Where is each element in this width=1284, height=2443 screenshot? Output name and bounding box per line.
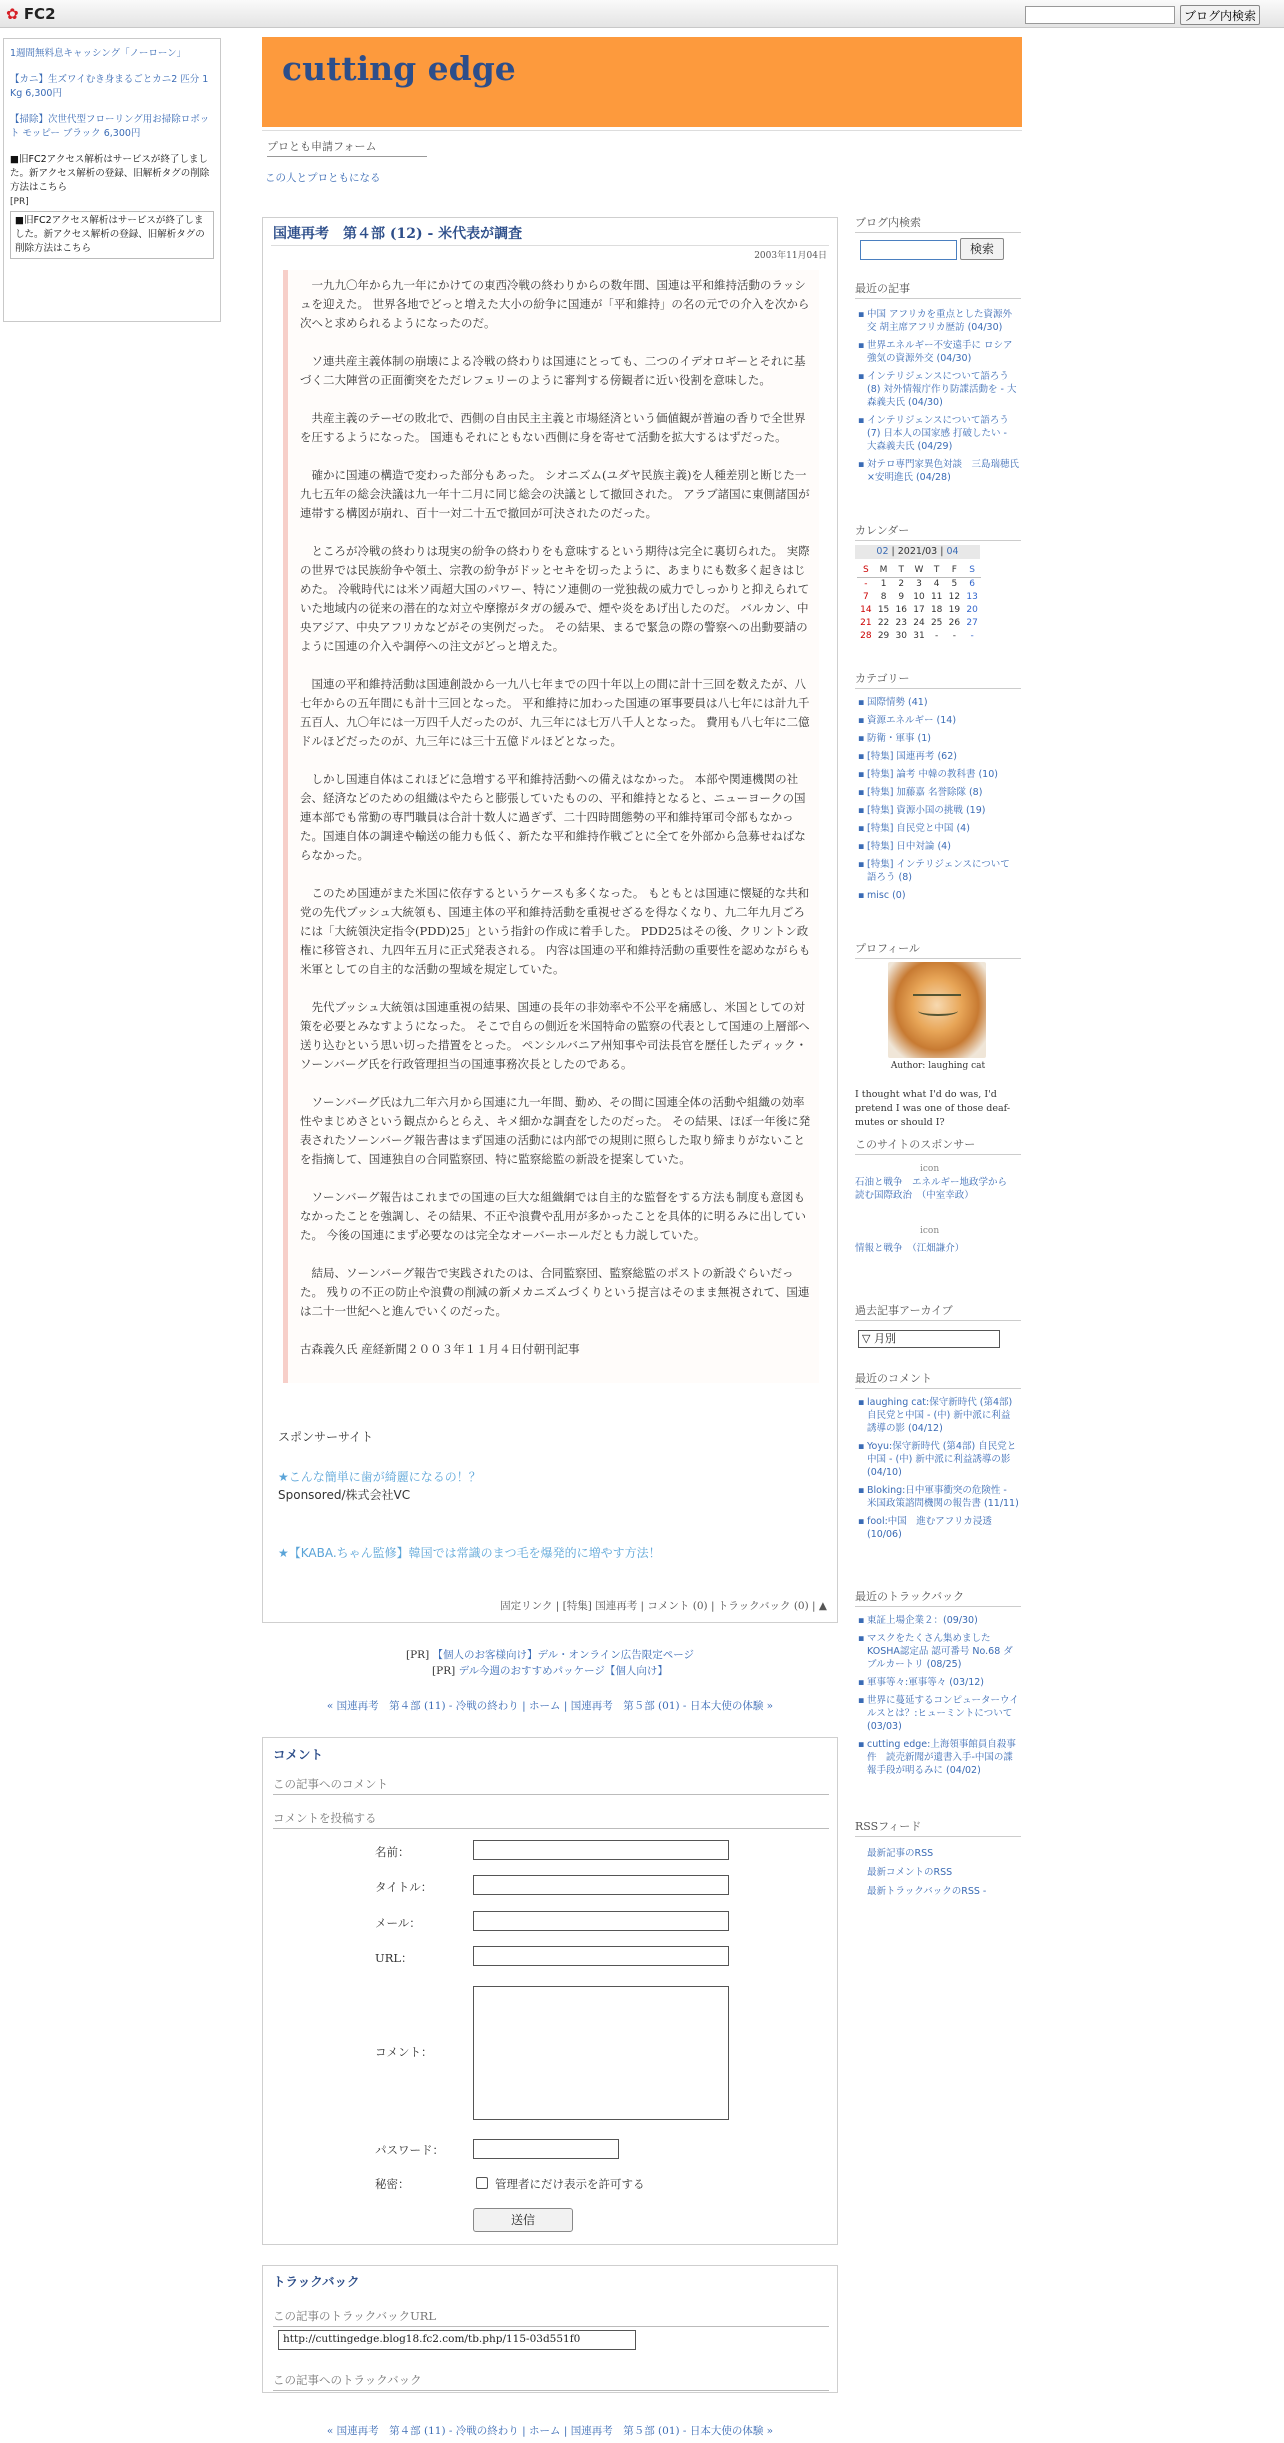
- category-item[interactable]: ▪ 資源エネルギー (14): [867, 714, 1019, 727]
- comment-box: [262, 1737, 838, 2245]
- trackback-title: トラックバック: [273, 2274, 360, 2289]
- recent-item[interactable]: ▪ 世界エネルギー不安遠手に ロシア強気の資源外交 (04/30): [867, 339, 1019, 365]
- calendar-day: 9: [898, 591, 905, 602]
- calendar-nav: 02 | 2021/03 | 04: [855, 545, 980, 559]
- profile-cat-image: [888, 962, 986, 1058]
- trackback-box: [262, 2265, 838, 2393]
- trackbacks-heading: 最近のトラックバック: [855, 1588, 1021, 1607]
- trackback-item[interactable]: ▪ 東証上場企業２：(09/30): [867, 1614, 1019, 1627]
- comments-list: [867, 1396, 1019, 1546]
- comment-textarea[interactable]: [473, 1986, 729, 2120]
- entry-date: 2003年11月04日: [754, 251, 827, 261]
- cal-dow: F: [946, 564, 964, 577]
- calendar-week: [857, 603, 981, 616]
- trackback-url-heading: この記事のトラックバックURL: [273, 2308, 829, 2327]
- calendar-day: 29: [877, 630, 890, 641]
- profile-author: Author: laughing cat: [890, 1061, 986, 1071]
- sponsor-link-2[interactable]: ★【KABA.ちゃん監修】韓国では常識のまつ毛を爆発的に増やす方法！: [278, 1546, 661, 1560]
- secret-checkbox-label: 管理者にだけ表示を許可する: [495, 2177, 645, 2191]
- calendar-day: 10: [913, 591, 925, 602]
- cal-dow: T: [928, 564, 946, 577]
- sidebar-search-input[interactable]: [860, 240, 957, 260]
- comment-item[interactable]: ▪ Bloking:日中軍事衝突の危険性 - 米国政策諮問機関の報告書 (11/11): [867, 1484, 1019, 1510]
- entry-paragraph: ソーンバーグ報告はこれまでの国連の巨大な組織網では自主的な監督をする方法も制度も意図もなかったことを強調し、その結果、不正や浪費や乱用が多かったことを具体的に明るみに出していた。 今後の国連にまず必要なのは完全なオーバーホールだとも力説していた。: [300, 1190, 806, 1242]
- calendar-day: 28: [860, 630, 872, 641]
- calendar-day: 6: [969, 578, 975, 589]
- pr-line-2: [262, 1663, 838, 1678]
- fc2-logo-icon: ✿: [6, 5, 19, 23]
- entry-paragraph: 国連の平和維持活動は国連創設から一九八七年までの四十年以上の間に計十三回を数えたが、八七年からの五年間にも計十三回となった。 平和維持に加わった国連の軍事要員は八七年には計九千五百人、九〇年には一万四千人だったのが、九三年には七万八千人となった。 費用も八七年に二億ドルほどだったのが、九三年には三十五億ドルほどとなった。: [300, 677, 810, 748]
- sponsor-heading: このサイトのスポンサー: [855, 1136, 1021, 1155]
- calendar-day: 27: [966, 617, 978, 628]
- trackback-list-heading: この記事へのトラックバック: [273, 2372, 829, 2391]
- cal-dow: M: [875, 564, 893, 577]
- trackback-url-field[interactable]: http://cuttingedge.blog18.fc2.com/tb.php/115-03d551f0: [278, 2330, 636, 2350]
- fc2-notice: ■旧FC2アクセス解析はサービスが終了しました。新アクセス解析の登録、旧解析タグの削除方法はこちら: [10, 154, 210, 193]
- search-heading: ブログ内検索: [855, 214, 1021, 233]
- calendar-day: 3: [916, 578, 922, 589]
- cal-dow: T: [892, 564, 910, 577]
- entry-paragraph: 確かに国連の構造で変わった部分もあった。 シオニズム(ユダヤ民族主義)を人種差別と断じた一九七五年の総会決議は九一年十二月に同じ総会の決議として撤回された。 アラブ諸国に東側諸国が連帯する構図が崩れ、百十一対二十五で撤回が可決されたのだった。: [300, 468, 810, 520]
- calendar-prev[interactable]: 02: [876, 546, 889, 557]
- calendar-day: 1: [880, 578, 887, 589]
- calendar-day: -: [952, 630, 956, 641]
- entry-paragraph: 結局、ソーンバーグ報告で実践されたのは、合同監察団、監察総監のポストの新設ぐらいだった。 残りの不正の防止や浪費の削減の新メカニズムづくりという提言はそのまま無視されて、国連は二十一世紀へと進んでいくのだった。: [300, 1266, 810, 1318]
- calendar-next[interactable]: 04: [946, 546, 959, 557]
- fc2-logo-text: FC2: [23, 5, 56, 23]
- mail-label: メール：: [375, 1916, 421, 1930]
- calendar-day: -: [935, 630, 939, 641]
- category-item[interactable]: ▪ [特集] 自民党と中国 (4): [867, 822, 1019, 835]
- calendar-day: 24: [913, 617, 925, 628]
- ad-link-1[interactable]: 1週間無料息キャッシング「ノーローン」: [10, 48, 187, 59]
- cal-dow: W: [910, 564, 928, 577]
- entry-paragraph: 先代ブッシュ大統領は国連重視の結果、国連の長年の非効率や不公平を痛感し、米国としての対策を必要とみなすようになった。 そこで自らの側近を米国特命の監察の代表として国連の上層部へ送り込むという思い切った措置をとった。 ペンシルバニア州知事や司法長官を歴任したディック・ソーンバーグ氏を行政管理担当の国連事務次長としたのである。: [300, 1000, 810, 1071]
- left-ad-box: [3, 38, 221, 322]
- comment-title: コメント: [273, 1747, 324, 1762]
- calendar-week: [857, 629, 981, 642]
- recent-item[interactable]: ▪ インテリジェンスについて語ろう(8) 対外情報庁作り防諜活動を - 大森義夫氏 (04/30): [867, 370, 1019, 409]
- calendar-day: 18: [930, 604, 943, 615]
- calendar-day: 15: [877, 604, 890, 615]
- category-item[interactable]: ▪ [特集] 論考 中韓の教科書 (10): [867, 768, 1019, 781]
- calendar-day: 8: [880, 591, 887, 602]
- entry-body: [283, 270, 819, 1383]
- secret-label: 秘密：: [375, 2177, 410, 2191]
- entry-paragraph: しかし国連自体はこれほどに急増する平和維持活動への備えはなかった。 本部や関連機関の社会、経済などのための組織はやたらと膨張していたものの、平和維持となると、ニューヨークの国連本部でも常勤の専門職員は合計十数人に過ぎず、二十四時間態勢の平和維持軍司令部もなかった。国連自体の調達や輸送の能力も低く、新たな平和維持作戦ごとに全てを外部から急募せねばならなかった。: [300, 772, 806, 862]
- fc2-logo[interactable]: [6, 5, 56, 23]
- calendar: [857, 564, 981, 642]
- calendar-day: -: [864, 578, 868, 589]
- calendar-day: 14: [860, 604, 872, 615]
- entry-paragraph: 一九九〇年から九一年にかけての東西冷戦の終わりからの数年間、国連は平和維持活動のラッシュを迎えた。 世界各地でどっと増えた大小の紛争に国連が「平和維持」の名の元での介入を次から次へと求められるようになったのだ。: [300, 278, 810, 330]
- ad-link-2[interactable]: 【カニ】生ズワイむき身まるごとカニ2 匹分 1 Kg 6,300円: [10, 74, 209, 99]
- sponsor-book-1[interactable]: 石油と戦争 エネルギー地政学から読む国際政治 （中室幸政）: [855, 1177, 1008, 1201]
- pr-prefix: [PR]: [406, 1649, 430, 1661]
- sidebar-search-button[interactable]: 検索: [960, 238, 1004, 260]
- category-heading: カテゴリー: [855, 670, 1021, 689]
- calendar-day: -: [970, 630, 974, 641]
- entry-title[interactable]: 国連再考 第４部 (12) - 米代表が調査: [273, 226, 523, 242]
- calendar-day: 31: [913, 630, 925, 641]
- entry-paragraph: ソーンバーグ氏は九二年六月から国連に九一年間、勤め、その間に国連全体の活動や組織の効率性やまじめさという観点からとらえ、キメ細かな調査をしたのだった。 その結果、ほぼ一年後に発表されたソーンバーグ報告書はまず国連の活動には内部での規則に照らした取り締まりがないことを指摘して、国連独自の合同監察団、特に監察総監の新設を提案していた。: [300, 1095, 811, 1166]
- sponsor-link-1-sub: Sponsored/株式会社VC: [278, 1488, 411, 1502]
- calendar-week: [857, 577, 981, 590]
- calendar-day: 11: [930, 591, 943, 602]
- promo-link[interactable]: この人とプロともになる: [265, 172, 381, 184]
- calendar-heading: カレンダー: [855, 522, 1021, 541]
- subject-field[interactable]: [473, 1875, 729, 1895]
- calendar-day: 19: [948, 604, 961, 615]
- calendar-day: 23: [895, 617, 907, 628]
- comment-item[interactable]: ▪ laughing cat:保守新時代 (第4部) 自民党と中国 - (中) 新中派に利益誘導の影 (04/12): [867, 1396, 1019, 1435]
- sponsor-icon: icon: [920, 1226, 940, 1236]
- calendar-day: 20: [966, 604, 978, 615]
- entry-source: 古森義久氏 産経新聞２００３年１１月４日付朝刊記事: [300, 1342, 580, 1356]
- category-item[interactable]: ▪ 防衛・軍事 (1): [867, 732, 1019, 745]
- category-item[interactable]: ▪ 国際情勢 (41): [867, 696, 1019, 709]
- calendar-day: 26: [948, 617, 961, 628]
- rss-link[interactable]: 最新トラックバックのRSS -: [867, 1886, 987, 1897]
- rss-heading: RSSフィード: [855, 1818, 1021, 1837]
- blog-title[interactable]: cutting edge: [282, 49, 516, 88]
- entry-paragraph: ソ連共産主義体制の崩壊による冷戦の終わりは国連にとっても、二つのイデオロギーとそれに基づく二大陣営の正面衝突をただレフェリーのように審判する傍観者に近い役割を意味した。: [300, 354, 806, 387]
- recent-heading: 最近の記事: [855, 280, 1021, 299]
- sponsor-icon: icon: [920, 1164, 940, 1174]
- cal-dow: S: [963, 564, 981, 577]
- trackback-item[interactable]: ▪ cutting edge:上海領事館員自殺事件 読売新聞が遺書入手-中国の諜報手段が明るみに (04/02): [867, 1738, 1019, 1777]
- calendar-day: 4: [933, 578, 940, 589]
- trackbacks-list: [867, 1614, 1019, 1782]
- secret-checkbox[interactable]: [476, 2177, 488, 2189]
- trackback-item[interactable]: ▪ 軍事等々:軍事等々 (03/12): [867, 1676, 1019, 1689]
- trackback-item[interactable]: ▪ 世界に蔓延するコンピューターウイルスとは？:ヒューミントについて (03/03): [867, 1694, 1019, 1733]
- pr-link-2[interactable]: デル今週のおすすめパッケージ【個人向け】: [458, 1665, 668, 1677]
- promo-heading: プロとも申請フォーム: [267, 138, 427, 157]
- mail-field[interactable]: [473, 1911, 729, 1931]
- category-item[interactable]: ▪ [特集] 日中対論 (4): [867, 840, 1019, 853]
- fc2-top-bar: [0, 0, 1284, 28]
- profile-heading: プロフィール: [855, 940, 1021, 959]
- calendar-day: 12: [948, 591, 961, 602]
- rss-list: [867, 1844, 1019, 1901]
- profile-text: I thought what I'd do was, I'd pretend I was one of those deaf-mutes or should I?: [855, 1089, 1011, 1128]
- calendar-day: 30: [895, 630, 907, 641]
- category-item[interactable]: ▪ misc (0): [867, 889, 1019, 902]
- fc2-notice-text: ■旧FC2アクセス解析はサービスが終了しました。新アクセス解析の登録、旧解析タグの削除方法はこちら: [15, 215, 205, 254]
- url-label: URL：: [375, 1951, 413, 1965]
- bottom-pager[interactable]: « 国連再考 第４部 (11) - 冷戦の終わり | ホーム | 国連再考 第５部 (01) - 日本大使の体験 »: [326, 2425, 774, 2437]
- subject-label: タイトル：: [375, 1880, 433, 1894]
- category-item[interactable]: ▪ [特集] 国連再考 (62): [867, 750, 1019, 763]
- calendar-day: 25: [930, 617, 943, 628]
- blog-header: [262, 37, 1022, 127]
- pr-line-1: [262, 1647, 838, 1662]
- pr-label: [PR]: [10, 197, 29, 207]
- name-field[interactable]: [473, 1840, 729, 1860]
- password-field[interactable]: [473, 2139, 619, 2159]
- url-field[interactable]: [473, 1946, 729, 1966]
- comment-item[interactable]: ▪ fool:中国 進むアフリカ浸透 (10/06): [867, 1515, 1019, 1541]
- comment-list-heading: この記事へのコメント: [273, 1776, 829, 1795]
- rss-link[interactable]: 最新コメントのRSS: [867, 1867, 953, 1878]
- calendar-week: [857, 616, 981, 629]
- name-label: 名前：: [375, 1845, 410, 1859]
- sponsor-book-2[interactable]: 情報と戦争 （江畑謙介）: [855, 1243, 965, 1254]
- entry-paragraph: このため国連がまた米国に依存するというケースも多くなった。 もともとは国連に懐疑的な共和党の先代ブッシュ大統領も、国連主体の平和維持活動を重視せざるを得なくなり、九二年九月ごろには「大統領決定指令(PDD)25」という指針の作成に着手した。 PDD25はその後、クリントン政権に移管され、九四年五月に正式発表される。 内容は国連の平和維持活動の重要性を認めながらも米軍としての自主的な活動の聖域を規定していた。: [300, 886, 811, 976]
- calendar-day: 16: [895, 604, 907, 615]
- category-item[interactable]: ▪ [特集] インテリジェンスについて語ろう (8): [867, 858, 1019, 884]
- header-divider: [262, 130, 1022, 131]
- calendar-current: 2021/03: [897, 546, 938, 557]
- top-search-input[interactable]: [1025, 6, 1175, 24]
- recent-item[interactable]: ▪ インテリジェンスについて語ろう(7) 日本人の国家感 打破したい - 大森義夫氏 (04/29): [867, 414, 1019, 453]
- ad-link-3[interactable]: 【掃除】次世代型フローリング用お掃除ロボット モッピー ブラック 6,300円: [10, 114, 210, 139]
- trackback-item[interactable]: ▪ マスクをたくさん集めましたKOSHA認定品 認可番号 No.68 ダブルカートリ (08/25): [867, 1632, 1019, 1671]
- pr-prefix: [PR]: [432, 1665, 456, 1677]
- calendar-day: 22: [877, 617, 890, 628]
- sponsor-heading: スポンサーサイト: [278, 1430, 374, 1444]
- password-label: パスワード：: [375, 2143, 444, 2157]
- cal-dow: S: [857, 564, 875, 577]
- archive-heading: 過去記事アーカイブ: [855, 1302, 1021, 1321]
- category-item[interactable]: ▪ [特集] 資源小国の挑戦 (19): [867, 804, 1019, 817]
- entry-paragraph: ところが冷戦の終わりは現実の紛争の終わりをも意味するという期待は完全に裏切られた。 実際の世界では民族紛争や領土、宗教の紛争がドッとセキを切ったように、あまりにも数多く起きはじめた。 冷戦時代には米ソ両超大国のパワー、特にソ連側の一党独裁の威力でしっかりと抑えられていた地域内の従来の潜在的な対立や摩擦がタガの緩みで、煙や炎をあげ出したのだ。 バルカン、中央アジア、中央アフリカなどがその実例だった。 その結果、まるで緊急の際の警察への出動要請のように国連の介入や調停への注文がどっと増えた。: [300, 544, 810, 653]
- entry-footer-links[interactable]: 固定リンク | [特集] 国連再考 | コメント (0) | トラックバック (0) | ▲: [500, 1600, 827, 1612]
- calendar-week: [857, 590, 981, 603]
- calendar-day: 5: [951, 578, 958, 589]
- pr-link-1[interactable]: 【個人のお客様向け】デル・オンライン広告限定ページ: [432, 1649, 694, 1661]
- category-list: [867, 696, 1019, 907]
- recent-list: [867, 308, 1019, 489]
- entry-pager[interactable]: « 国連再考 第４部 (11) - 冷戦の終わり | ホーム | 国連再考 第５部 (01) - 日本大使の体験 »: [326, 1700, 774, 1712]
- submit-button[interactable]: 送信: [473, 2208, 573, 2232]
- comment-item[interactable]: ▪ Yoyu:保守新時代 (第4部) 自民党と中国 - (中) 新中派に利益誘導の影 (04/10): [867, 1440, 1019, 1479]
- comment-label: コメント：: [375, 2045, 433, 2059]
- calendar-day: 2: [898, 578, 905, 589]
- sponsor-link-1[interactable]: ★こんな簡単に歯が綺麗になるの！？: [278, 1470, 481, 1484]
- calendar-day: 17: [913, 604, 925, 615]
- comments-heading: 最近のコメント: [855, 1370, 1021, 1389]
- calendar-body: [857, 577, 981, 642]
- rss-link[interactable]: 最新記事のRSS: [867, 1848, 934, 1859]
- archive-select[interactable]: ▽ 月別: [858, 1330, 1000, 1348]
- fc2-notice-box: [10, 211, 214, 259]
- entry-title-divider: [271, 245, 829, 246]
- recent-item[interactable]: ▪ 対テロ専門家異色対談 三島瑞穂氏×安明進氏 (04/28): [867, 458, 1019, 484]
- calendar-day: 21: [860, 617, 872, 628]
- calendar-day: 7: [862, 591, 869, 602]
- category-item[interactable]: ▪ [特集] 加藤嘉 名誉除隊 (8): [867, 786, 1019, 799]
- calendar-day: 13: [966, 591, 978, 602]
- entry-box: [262, 217, 838, 1623]
- entry-paragraph: 共産主義のテーゼの敗北で、西側の自由民主主義と市場経済という価値観が普遍の香りで全世界を圧するようになった。 国連もそれにともない西側に身を寄せて活動を拡大するはずだった。: [300, 411, 806, 444]
- recent-item[interactable]: ▪ 中国 アフリカを重点とした資源外交 胡主席アフリカ歴訪 (04/30): [867, 308, 1019, 334]
- comment-post-heading: コメントを投稿する: [273, 1810, 829, 1829]
- top-search-button[interactable]: ブログ内検索: [1180, 5, 1260, 25]
